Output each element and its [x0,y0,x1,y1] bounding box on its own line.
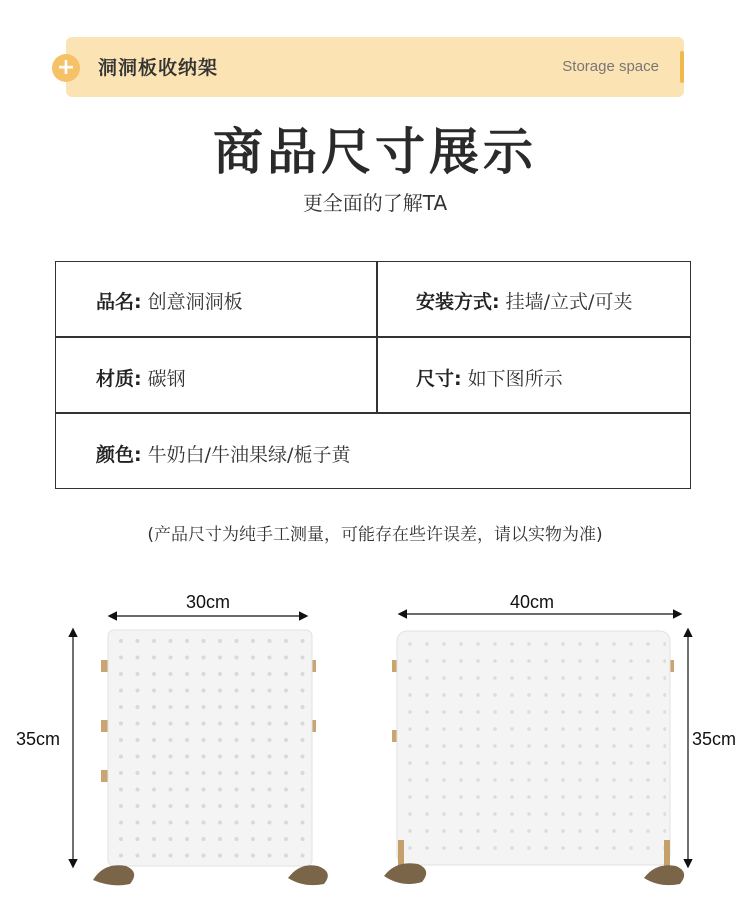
spec-name-value: 创意洞洞板 [147,291,243,313]
page-subtitle: 更全面的了解TA [302,191,448,215]
spec-size-value: 如下图所示 [467,368,563,390]
banner-title: 洞洞板收纳架 [98,57,219,79]
banner-subtitle: Storage space [562,58,659,75]
large-board [384,614,688,885]
small-board [73,616,328,885]
spec-install-key: 安装方式: [416,291,500,313]
spec-install-value: 挂墙/立式/可夹 [505,291,633,313]
spec-name-key: 品名: [96,291,142,313]
spec-material-key: 材质: [96,368,142,390]
small-height-label: 35cm [16,729,61,749]
page-title: 商品尺寸展示 [213,123,537,181]
measurement-note: (产品尺寸为纯手工测量，可能存在些许误差，请以实物为准) [147,525,603,545]
spec-size-key: 尺寸: [416,368,462,390]
small-width-label: 30cm [186,592,231,612]
spec-color-key: 颜色: [96,444,142,466]
spec-material-value: 碳钢 [147,368,186,390]
spec-color-value: 牛奶白/牛油果绿/栀子黄 [147,444,351,466]
large-height-label: 35cm [692,729,737,749]
large-width-label: 40cm [510,592,555,612]
plus-icon: + [52,54,80,82]
